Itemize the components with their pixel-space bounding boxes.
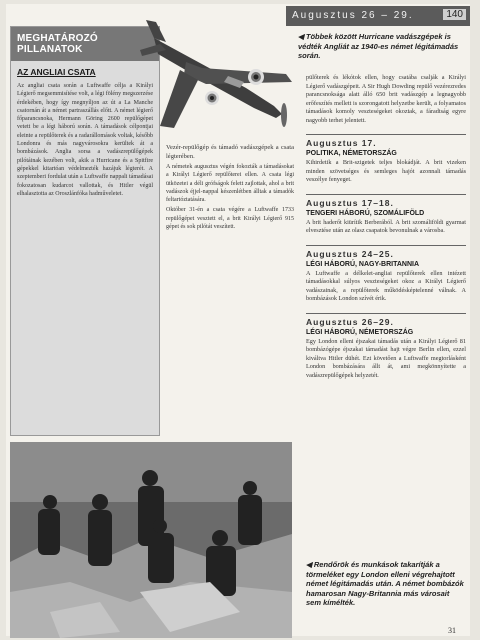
right-intro-text: pülőterek és lékótok ellen, hogy csatába csalják a Királyi Légierő vadászgépeit. A Sir Hugh Dowding repülő vezérezredes parancsnoksága alatt álló 650 brit vadászgép a legnagyobb erőfeszítés mellett is szorongatott helyzetbe került, a folyamatos támadások komoly veszteségeket okoztak, a fáradtság egyre nagyobb terhet jelentett. [306, 74, 466, 124]
entry-text: Kihirdetik a Brit-szigetek teljes blokádját. A brit vizeken minden szövetséges és semleges hajót azonnali támadás veszélye fenyeget. [306, 159, 466, 183]
entry-date: Augusztus 17. [306, 138, 377, 148]
plane-caption: ◀ Többek között Hurricane vadászgépek is védték Angliát az 1940-es német légitámadás során. [298, 32, 459, 60]
timeline-entry [306, 194, 466, 236]
entry-date: Augusztus 17–18. [306, 197, 394, 208]
photo-caption: ◀ Rendőrök és munkások takarítják a törmeléket egy London elleni végrehajtott német légitámadás után. A német bombázók hamarosan Nagy-Britannia más városait sem kímélték. [306, 560, 464, 607]
middle-column [166, 144, 294, 233]
magazine-page [6, 4, 470, 636]
header-title: Augusztus 26 – 29. [292, 10, 414, 21]
entry-text: Egy London elleni éjszakai támadás után a Királyi Légierő 81 bombázógépe éjszakai támadást hajt végre Berlin ellen, ezzel kiváltva Hitler dühét. Ezt követően a Luftwaffe megtorlásként London bombázására állt át, ami megkönnyítette a vadászrepülőgépek helyzetét. [306, 337, 466, 379]
rubble-photo [10, 442, 292, 638]
plane-caption-text: Többek között Hurricane vadászgépek is védték Angliát az 1940-es német légitámadás során. [298, 32, 459, 60]
timeline-entry [306, 245, 466, 304]
hurricane-plane-image [136, 10, 296, 140]
page-number-bottom: 31 [448, 626, 456, 635]
entry-text: A Luftwaffe a délkelet-angliai repülőterek ellen intézett támadásokkal súlyos veszteségeket okoz a Királyi Légierő vadászainak, a repülőterek működésképtelenné válnak. A bombázások London szívét érik. [306, 269, 466, 302]
entry-heading: LÉGI HÁBORÚ, NÉMETORSZÁG [306, 328, 414, 336]
feature-title: MEGHATÁROZÓ PILLANATOK [11, 27, 159, 61]
plane-illustration [136, 10, 296, 140]
entry-date: Augusztus 26–29. [306, 316, 394, 327]
entry-text: A brit haderőt kiürítik Berberából. A brit szomáliföldi gyarmat elvesztése után az olasz csapatok bevonulnak a városba. [306, 218, 466, 234]
middle-paragraph-1: A németek augusztus végén fokozták a támadásokat a Királyi Légierő repülőterei ellen. A csata légi ütközetei a déli grófságok felett zajlottak, ahol a brit vadászok éjjel-nappal készenlétben álltak a támadók feltartóztatására. [166, 164, 294, 204]
date-header [286, 6, 470, 26]
rubble-photo-illustration [10, 442, 292, 638]
feature-subtitle: AZ ANGLIAI CSATA [17, 67, 96, 77]
photo-caption-text: Rendőrök és munkások takarítják a törmeléket egy London elleni végrehajtott német légitámadás után. A német bombázók hamarosan Nagy-Britannia más városait sem kímélték. [306, 560, 464, 607]
entry-date: Augusztus 24–25. [306, 248, 394, 259]
entry-heading: POLITIKA, NÉMETORSZÁG [306, 150, 397, 157]
feature-body: Az angliai csata során a Luftwaffe célja a Királyi Légierő megsemmisítése volt, a légi fölény megszerzése érdekében, hogy így megnyíljon az út a La Manche csatornán át a német partraszállás előtt. A német légierő főparancsnoka, Hermann Göring 2600 repülőgépet vetett be a légi háború során. A támadások célpontjai eleinte a repülőterek és a radarállomások voltak, később Londonra és más nagyvárosokra kerültek át a bombázások. Anglia sorsa a vadászrepülőgépek pilótáinak kezében volt, akik a Hurricane és a Spitfire gépekkel kitartóan védelmezték hazájuk légterét. A szeptemberi fordulat után a Luftwaffe nappali támadásai fokozatosan kudarcot vallottak, és Hitler végül elhalasztotta az Oroszlánfóka hadműveletet. [17, 83, 153, 197]
middle-image-caption: Vezér-repülőgép és támadó vadászgépek a csata légterében. [166, 144, 294, 160]
right-column [306, 74, 466, 380]
timeline-entry [306, 134, 466, 185]
entry-heading: TENGERI HÁBORÚ, SZOMÁLIFÖLD [306, 209, 425, 217]
timeline-entry [306, 313, 466, 381]
middle-paragraph-2: Október 31-én a csata végére a Luftwaffe 1733 repülőgépet vesztett el, a brit Királyi Légierő 915 gépet és sok pilótát veszített. [166, 207, 294, 231]
entry-heading: LÉGI HÁBORÚ, NAGY-BRITANNIA [306, 260, 420, 268]
page-number-top: 140 [443, 9, 466, 20]
